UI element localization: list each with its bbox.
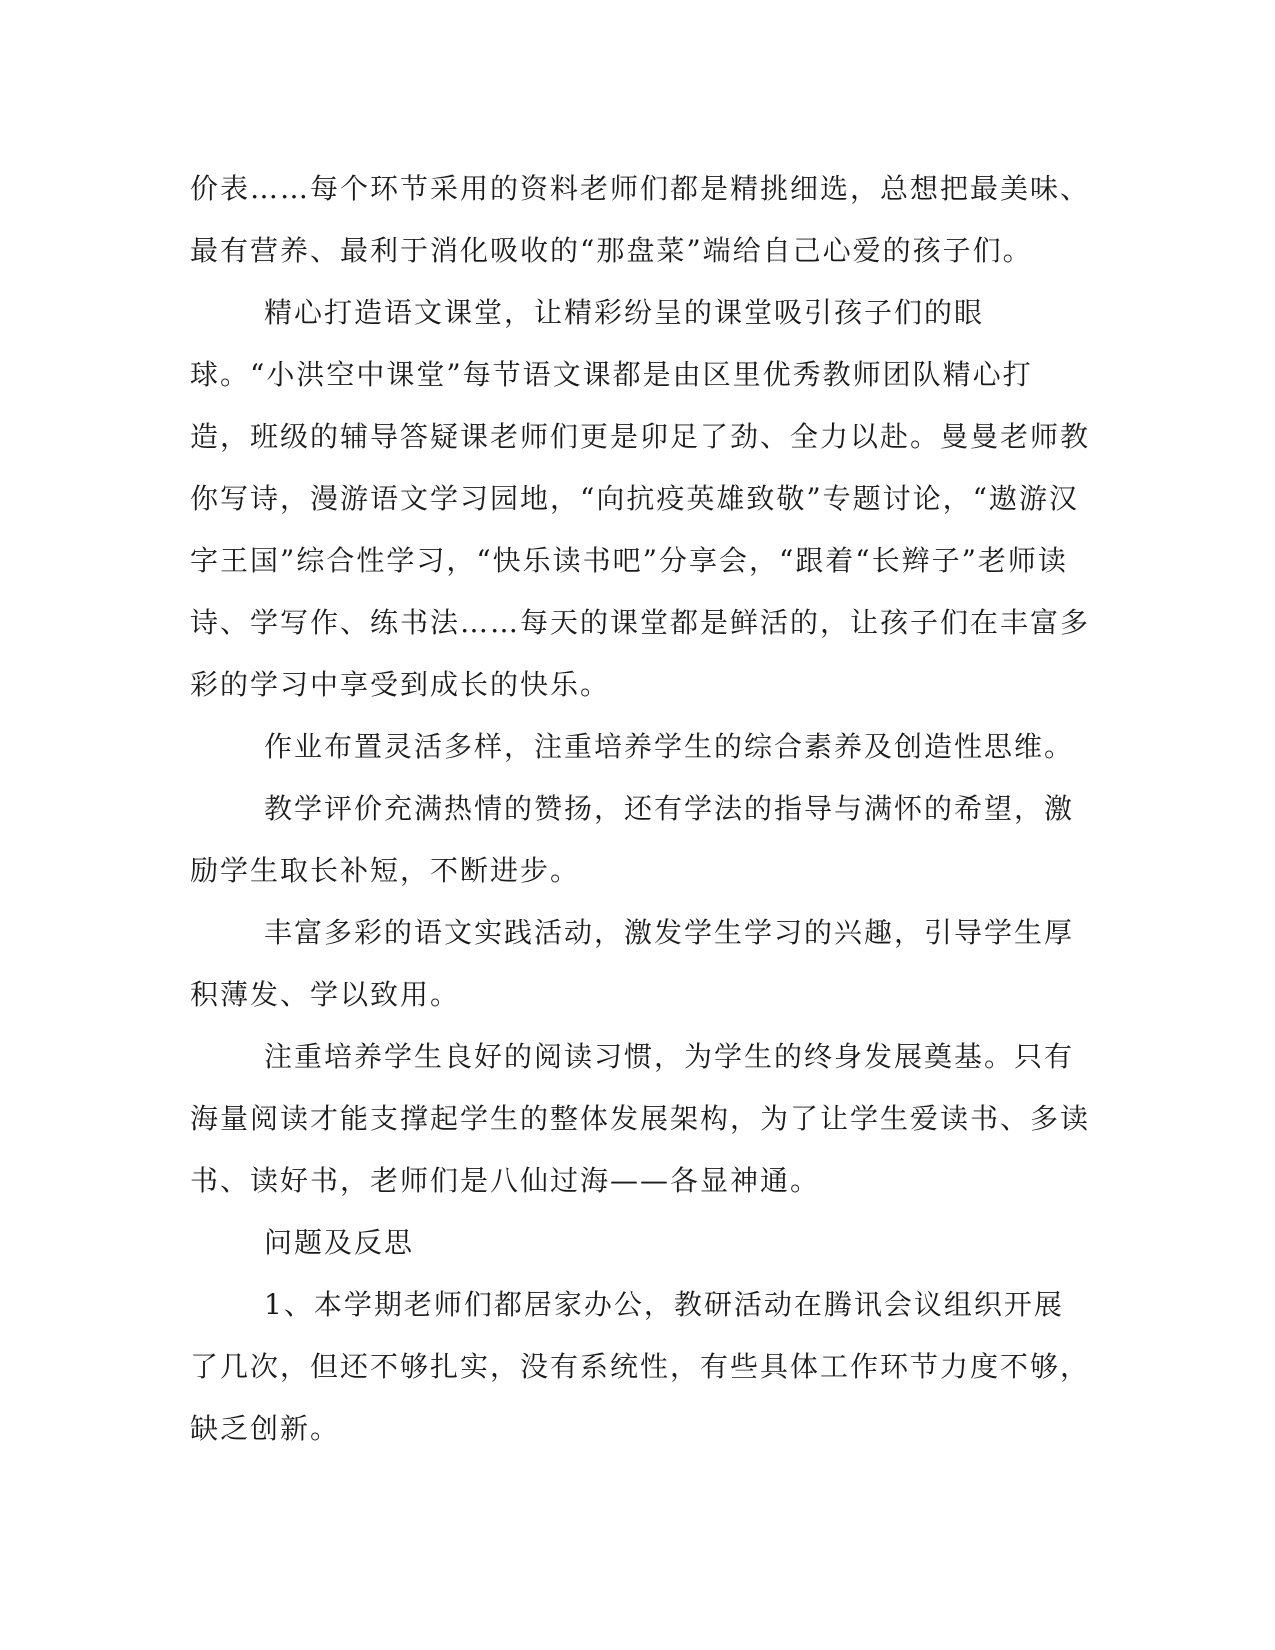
section-heading: 问题及反思 bbox=[264, 1226, 415, 1259]
document-body bbox=[190, 158, 1090, 1460]
paragraph: 1、本学期老师们都居家办公，教研活动在腾讯会议组织开展了几次，但还不够扎实，没有系统性，有些具体工作环节力度不够，缺乏创新。 bbox=[190, 1288, 1091, 1445]
paragraph: 价表……每个环节采用的资料老师们都是精挑细选，总想把最美味、最有营养、最利于消化吸收的“那盘菜”端给自己心爱的孩子们。 bbox=[190, 172, 1091, 267]
paragraph: 作业布置灵活多样，注重培养学生的综合素养及创造性思维。 bbox=[264, 730, 1075, 763]
paragraph: 精心打造语文课堂，让精彩纷呈的课堂吸引孩子们的眼球。“小洪空中课堂”每节语文课都是由区里优秀教师团队精心打造，班级的辅导答疑课老师们更是卯足了劲、全力以赴。曼曼老师教你写诗，漫游语文学习园地，“向抗疫英雄致敬”专题讨论，“遨游汉字王国”综合性学习，“快乐读书吧”分享会，“跟着“长辫子”老师读诗、学写作、练书法……每天的课堂都是鲜活的，让孩子们在丰富多彩的学习中享受到成长的快乐。 bbox=[190, 296, 1091, 701]
paragraph: 教学评价充满热情的赞扬，还有学法的指导与满怀的希望，激励学生取长补短，不断进步。 bbox=[190, 792, 1075, 887]
paragraph: 注重培养学生良好的阅读习惯，为学生的终身发展奠基。只有海量阅读才能支撑起学生的整体发展架构，为了让学生爱读书、多读书、读好书，老师们是八仙过海——各显神通。 bbox=[190, 1040, 1091, 1197]
paragraph: 丰富多彩的语文实践活动，激发学生学习的兴趣，引导学生厚积薄发、学以致用。 bbox=[190, 916, 1075, 1011]
